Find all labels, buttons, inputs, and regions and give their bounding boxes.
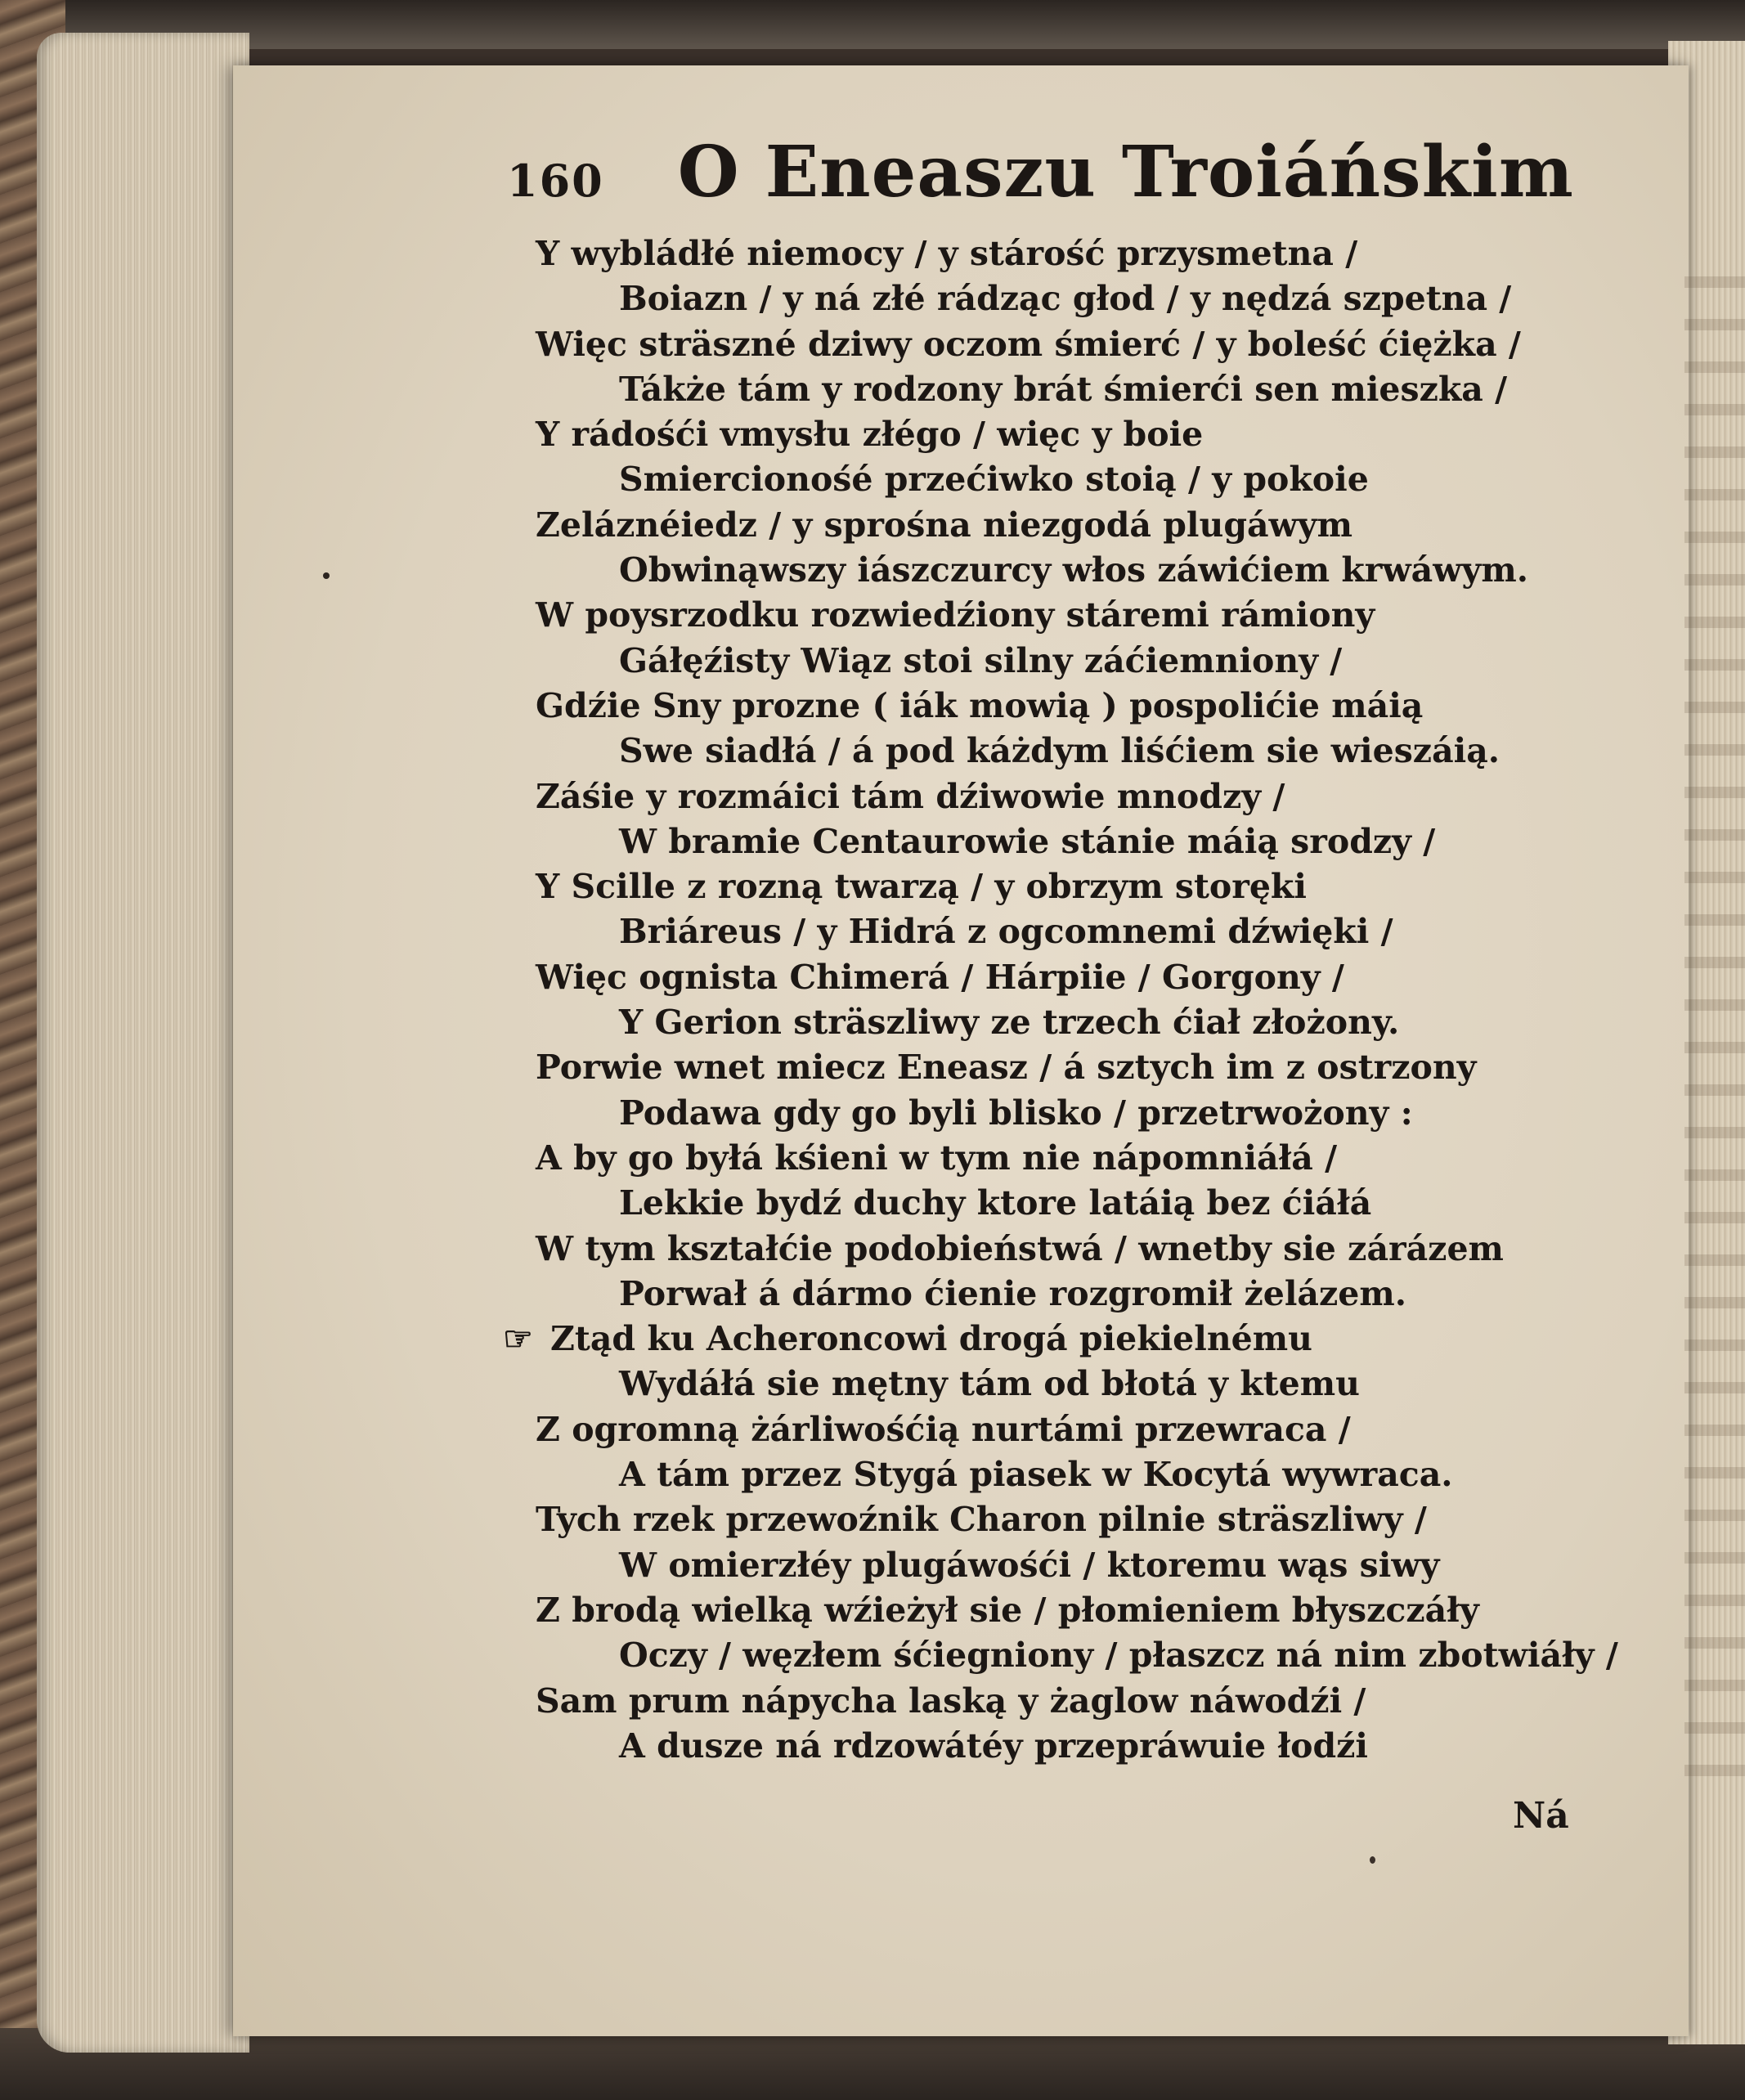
verse-line (536, 684, 1533, 729)
verse-line-text: Z brodą wielką wźieżył sie / płomieniem błyszczáły (536, 1590, 1479, 1630)
verse-line (536, 457, 1533, 502)
verse-line (536, 1407, 1533, 1452)
verse-line (536, 1000, 1533, 1045)
verse-line (536, 1679, 1533, 1724)
verse-line-text: Z ogromną żárliwośćią nurtámi przewraca / (536, 1409, 1351, 1449)
verse-line (536, 864, 1533, 909)
verse-line-text: Więc sträszné dziwy oczom śmierć / y boleść ćiężka / (536, 324, 1521, 364)
verse-line-text: Obwinąwszy iászczurcy włos záwićiem krwáwym. (619, 550, 1529, 590)
verse-line-text: Gdźie Sny prozne ( iák mowią ) pospolićie máią (536, 685, 1424, 725)
verse-line-text: Podawa gdy go byli blisko / przetrwożony : (619, 1093, 1413, 1133)
verse-line (536, 1588, 1533, 1633)
verse-line (536, 412, 1533, 457)
verse-line-text: Gáłęźisty Wiąz stoi silny záćiemniony / (619, 640, 1343, 680)
verse-line (536, 1724, 1533, 1769)
verse-line-text: Y wybládłé niemocy / y stárość przysmetna / (536, 234, 1358, 273)
verse-line-text: Sam prum nápycha laską y żaglow náwodźi / (536, 1680, 1366, 1721)
verse-line (536, 1136, 1533, 1181)
verse-line-text: A dusze ná rdzowátéy przepráwuie łodźi (619, 1725, 1368, 1766)
verse-line (536, 1497, 1533, 1542)
running-title: O Eneaszu Troiáńskim (677, 131, 1574, 213)
paragraph-mark-icon: ☞ (503, 1319, 533, 1359)
verse-line (536, 1543, 1533, 1588)
verse-line (536, 1227, 1533, 1272)
running-head (507, 131, 1574, 213)
verse-line (536, 1272, 1533, 1317)
verse-line-text: W poysrzodku rozwiedźiony stáremi rámiony (536, 595, 1375, 635)
verse-line-text: Porwał á dármo ćienie rozgromił żelázem. (619, 1273, 1407, 1313)
verse-line-text: A tám przez Stygá piasek w Kocytá wywraca. (619, 1455, 1453, 1495)
margin-ink-mark (323, 572, 330, 579)
verse-line (536, 1181, 1533, 1226)
backdrop-bottom (0, 2028, 1745, 2100)
verse-line-text: Zeláznéiedz / y sprośna niezgodá plugáwym (536, 505, 1353, 545)
verse-line-text: W omierzłéy plugáwośći / ktoremu wąs siwy (619, 1545, 1440, 1585)
verse-text-block (503, 231, 1618, 1769)
verse-line (536, 231, 1533, 276)
verse-line (536, 367, 1533, 412)
verse-line-text: W bramie Centaurowie stánie máią srodzy / (619, 821, 1436, 861)
verse-line (503, 1317, 1533, 1362)
verse-line (536, 1045, 1533, 1090)
verse-line-text: Záśie y rozmáici tám dźiwowie mnodzy / (536, 776, 1285, 816)
verse-line (536, 1633, 1618, 1678)
verse-line-text: Tákże tám y rodzony brát śmierći sen mieszka / (619, 369, 1508, 409)
verse-line-text: Boiazn / y ná złé rádząc głod / y nędzá szpetna / (619, 279, 1512, 319)
facing-page-show-through (1684, 245, 1745, 1799)
verse-line (536, 593, 1533, 638)
verse-line (536, 548, 1533, 593)
verse-line-text: Smiercionośé przećiwko stoią / y pokoie (619, 460, 1369, 500)
verse-line (536, 819, 1533, 864)
verse-line (536, 1091, 1533, 1136)
verse-line (536, 276, 1533, 321)
verse-line-text: A by go byłá kśieni w tym nie nápomniáłá / (536, 1138, 1338, 1178)
verse-line-text: Y Gerion sträszliwy ze trzech ćiał złożony. (619, 1003, 1400, 1043)
verse-line-text: Więc ognista Chimerá / Hárpiie / Gorgony / (536, 957, 1344, 997)
verse-line (536, 955, 1533, 1000)
verse-line-text: Swe siadłá / á pod káżdym liśćiem sie wieszáią. (619, 731, 1501, 771)
backdrop-top (0, 0, 1745, 49)
verse-line-text: Tych rzek przewoźnik Charon pilnie sträszliwy / (536, 1500, 1427, 1540)
verse-line (536, 774, 1533, 819)
verse-line-text: Wydáłá sie mętny tám od błotá y ktemu (619, 1364, 1360, 1404)
catchword: Ná (1513, 1795, 1569, 1837)
page-number: 160 (507, 155, 604, 207)
verse-line (536, 1452, 1533, 1497)
verse-line (536, 729, 1533, 774)
verse-line-text: Lekkie bydź duchy ktore latáią bez ćiáłá (619, 1183, 1372, 1223)
verse-line-text: Oczy / węzłem śćiegniony / płaszcz ná nim zbotwiáły / (619, 1636, 1618, 1676)
verse-line (536, 909, 1533, 954)
verse-line-text: Briáreus / y Hidrá z ogcomnemi dźwięki / (619, 912, 1393, 952)
verse-line-text: Y Scille z rozną twarzą / y obrzym storęki (536, 867, 1307, 907)
page-block-edges-left (37, 33, 249, 2053)
verse-line (536, 639, 1533, 684)
verse-line (536, 503, 1533, 548)
verse-line-text: Ztąd ku Acheroncowi drogá piekielnému (550, 1319, 1312, 1359)
verse-line (536, 1362, 1533, 1407)
verse-line (536, 322, 1533, 367)
verse-line-text: Porwie wnet miecz Eneasz / á sztych im z ostrzony (536, 1048, 1477, 1088)
verse-line-text: W tym kształćie podobieństwá / wnetby sie zárázem (536, 1228, 1504, 1268)
paper-speck (1370, 1856, 1375, 1864)
verse-line-text: Y rádośći vmysłu złégo / więc y boie (536, 415, 1204, 455)
